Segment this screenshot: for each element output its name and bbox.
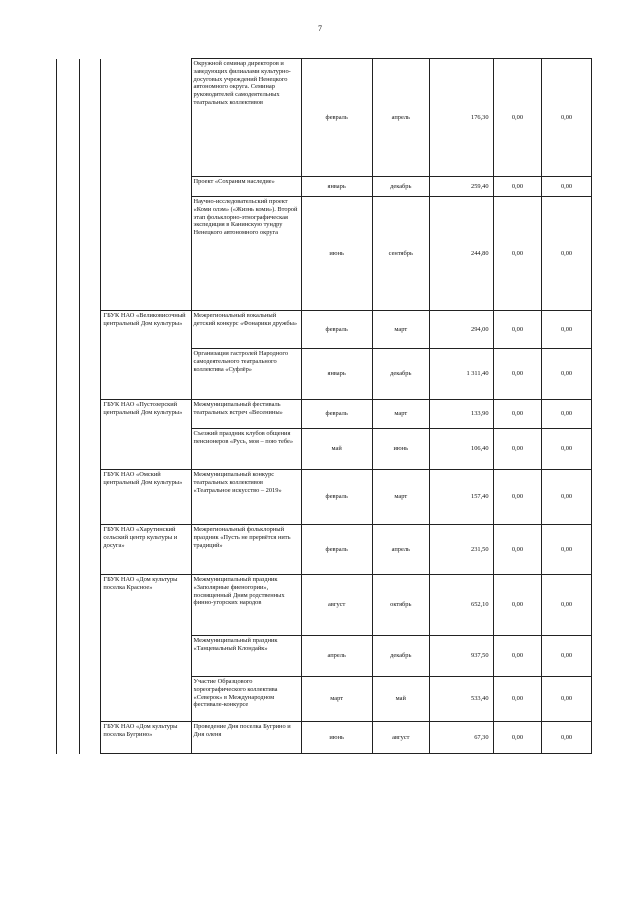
start-month-cell: август — [301, 575, 372, 636]
value-cell-2: 0,00 — [542, 197, 592, 311]
value-cell-2: 0,00 — [542, 311, 592, 349]
value-cell-2: 0,00 — [542, 470, 592, 525]
start-month-cell: февраль — [301, 59, 372, 177]
amount-cell: 67,30 — [429, 722, 493, 754]
event-cell: Межмуниципальный праздник «Заполярные фиеногории», посвященный Дням родственных финно-угорских народов — [191, 575, 301, 636]
table-row — [57, 400, 640, 429]
value-cell-1: 0,00 — [493, 59, 542, 177]
amount-cell: 106,40 — [429, 429, 493, 470]
amount-cell: 259,40 — [429, 177, 493, 197]
value-cell-1: 0,00 — [493, 177, 542, 197]
amount-cell: 1 311,40 — [429, 349, 493, 400]
event-cell: Окружной семинар директоров и заведующих филиалами культурно-досуговых учреждений Ненецкого автономного округа. Семинар руководителей самодеятельных театральных коллективов — [191, 59, 301, 177]
event-cell: Межмуниципальный праздник «Танцевальный Клондайк» — [191, 636, 301, 677]
end-month-cell: декабрь — [372, 177, 429, 197]
end-month-cell: март — [372, 311, 429, 349]
end-month-cell: сентябрь — [372, 197, 429, 311]
page-number: 7 — [318, 24, 322, 33]
value-cell-1: 0,00 — [493, 636, 542, 677]
value-cell-2: 0,00 — [542, 349, 592, 400]
budget-table-wrapper — [56, 58, 640, 754]
start-month-cell: февраль — [301, 525, 372, 575]
amount-cell: 231,50 — [429, 525, 493, 575]
start-month-cell: июнь — [301, 197, 372, 311]
amount-cell: 652,10 — [429, 575, 493, 636]
organization-cell: ГБУК НАО «Харутинский сельский центр культуры и досуга» — [101, 525, 191, 575]
table-row — [57, 722, 640, 754]
organization-cell: ГБУК НАО «Великовисочный центральный Дом культуры» — [101, 311, 191, 400]
table-body — [57, 59, 640, 754]
start-month-cell: май — [301, 429, 372, 470]
amount-cell: 176,30 — [429, 59, 493, 177]
end-month-cell: апрель — [372, 59, 429, 177]
value-cell-2: 0,00 — [542, 677, 592, 722]
start-month-cell: февраль — [301, 311, 372, 349]
start-month-cell: февраль — [301, 400, 372, 429]
organization-cell: ГБУК НАО «Дом культуры поселка Красное» — [101, 575, 191, 722]
value-cell-1: 0,00 — [493, 722, 542, 754]
start-month-cell: январь — [301, 177, 372, 197]
value-cell-2: 0,00 — [542, 59, 592, 177]
value-cell-2: 0,00 — [542, 400, 592, 429]
value-cell-2: 0,00 — [542, 525, 592, 575]
end-month-cell: апрель — [372, 525, 429, 575]
value-cell-1: 0,00 — [493, 470, 542, 525]
table-row — [57, 470, 640, 525]
organization-cell: ГБУК НАО «Омский центральный Дом культуры» — [101, 470, 191, 525]
event-cell: Научно-исследовательский проект «Коми олэм» («Жизнь коми»). Второй этап фольклорно-этнографическая экспедиция в Канинскую тундру Ненецкого автономного округа — [191, 197, 301, 311]
amount-cell: 937,50 — [429, 636, 493, 677]
end-month-cell: декабрь — [372, 636, 429, 677]
amount-cell: 244,80 — [429, 197, 493, 311]
event-cell: Межмуниципальный фестиваль театральных встреч «Весенины» — [191, 400, 301, 429]
value-cell-2: 0,00 — [542, 177, 592, 197]
end-month-cell: июнь — [372, 429, 429, 470]
value-cell-2: 0,00 — [542, 575, 592, 636]
event-cell: Межрегиональный фольклорный праздник «Пусть не прервётся нить традиций» — [191, 525, 301, 575]
amount-cell: 133,90 — [429, 400, 493, 429]
value-cell-1: 0,00 — [493, 400, 542, 429]
event-cell: Организация гастролей Народного самодеятельного театрального коллектива «Суфлёр» — [191, 349, 301, 400]
value-cell-1: 0,00 — [493, 429, 542, 470]
value-cell-1: 0,00 — [493, 197, 542, 311]
event-cell: Проект «Сохраним наследие» — [191, 177, 301, 197]
table-row — [57, 525, 640, 575]
end-month-cell: март — [372, 400, 429, 429]
end-month-cell: май — [372, 677, 429, 722]
budget-table — [56, 58, 640, 754]
table-row — [57, 575, 640, 636]
amount-cell: 157,40 — [429, 470, 493, 525]
organization-cell — [101, 59, 191, 311]
value-cell-1: 0,00 — [493, 575, 542, 636]
organization-cell: ГБУК НАО «Пустозерский центральный Дом культуры» — [101, 400, 191, 470]
start-month-cell: февраль — [301, 470, 372, 525]
end-month-cell: октябрь — [372, 575, 429, 636]
start-month-cell: март — [301, 677, 372, 722]
start-month-cell: апрель — [301, 636, 372, 677]
amount-cell: 533,40 — [429, 677, 493, 722]
event-cell: Участие Образцового хореографического коллектива «Северок» в Международном фестивале-конкурсе — [191, 677, 301, 722]
value-cell-1: 0,00 — [493, 525, 542, 575]
event-cell: Межмуниципальный конкурс театральных коллективов «Театральное искусство – 2019» — [191, 470, 301, 525]
start-month-cell: январь — [301, 349, 372, 400]
value-cell-1: 0,00 — [493, 677, 542, 722]
event-cell: Проведение Дня поселка Бугрино и Дня оленя — [191, 722, 301, 754]
table-row — [57, 59, 640, 177]
value-cell-1: 0,00 — [493, 349, 542, 400]
blank-col-1 — [57, 59, 80, 754]
event-cell: Съезжий праздник клубов общения пенсионеров «Русь, моя – пою тебе» — [191, 429, 301, 470]
blank-col-2 — [80, 59, 101, 754]
value-cell-2: 0,00 — [542, 722, 592, 754]
end-month-cell: август — [372, 722, 429, 754]
value-cell-1: 0,00 — [493, 311, 542, 349]
start-month-cell: июнь — [301, 722, 372, 754]
event-cell: Межрегиональный вокальный детский конкурс «Фонарики дружбы» — [191, 311, 301, 349]
table-row — [57, 311, 640, 349]
end-month-cell: март — [372, 470, 429, 525]
value-cell-2: 0,00 — [542, 636, 592, 677]
organization-cell: ГБУК НАО «Дом культуры поселка Бугрино» — [101, 722, 191, 754]
amount-cell: 294,00 — [429, 311, 493, 349]
value-cell-2: 0,00 — [542, 429, 592, 470]
end-month-cell: декабрь — [372, 349, 429, 400]
